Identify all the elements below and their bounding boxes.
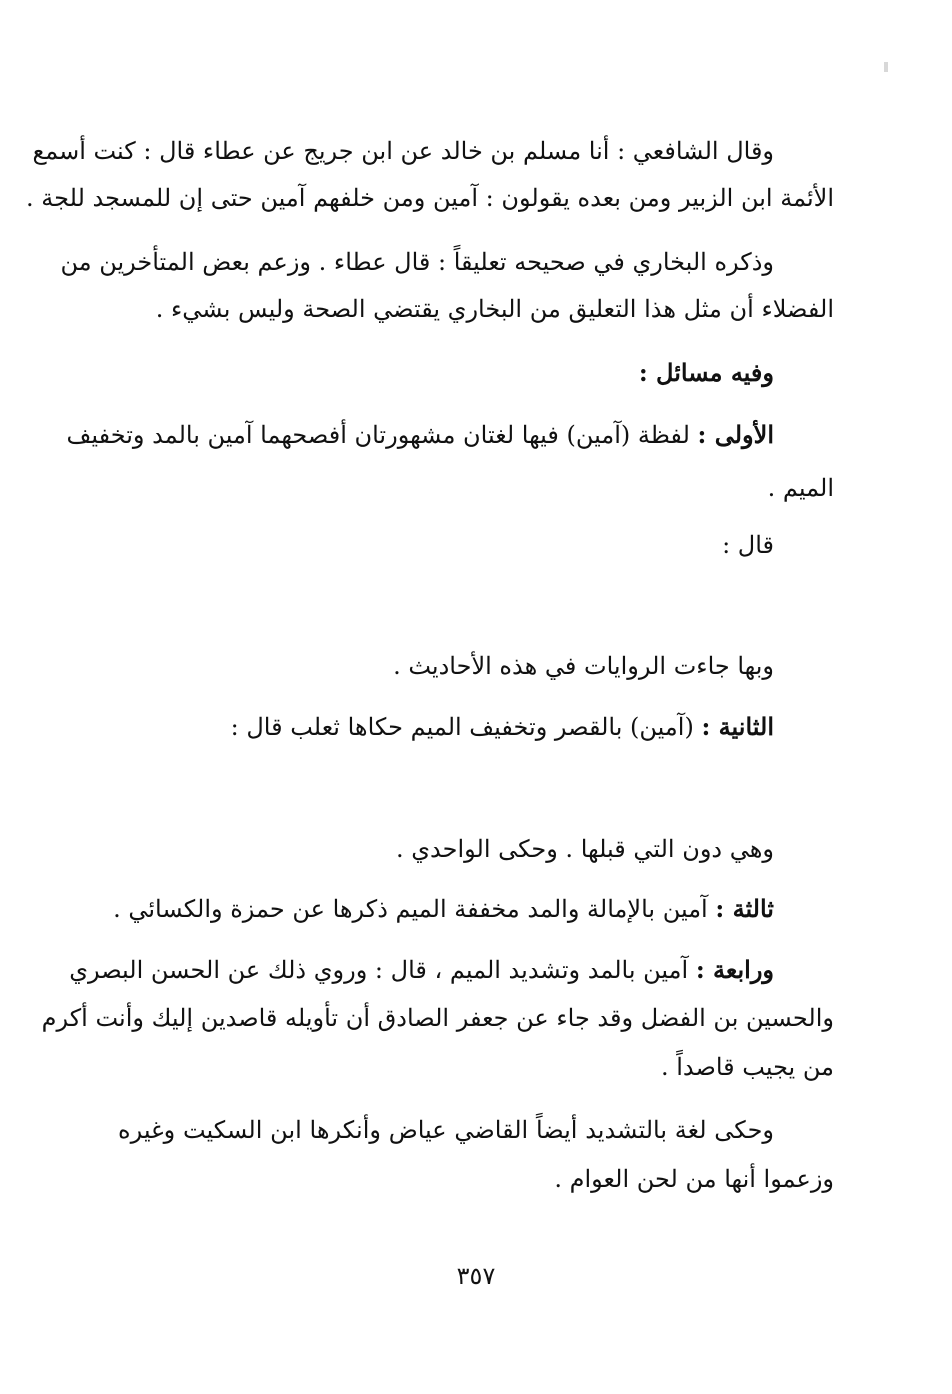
paragraph-third-issue	[113, 892, 774, 926]
paragraph-fourth-issue-line-1	[69, 953, 774, 987]
paragraph-fourth-issue-line-3: من يجيب قاصداً .	[660, 1053, 834, 1081]
paragraph-first-issue-line-2: الميم .	[767, 474, 834, 502]
issue-text-second: (آمين) بالقصر وتخفيف الميم حكاها ثعلب قال :	[230, 713, 702, 741]
issue-text-third: آمين بالإمالة والمد مخففة الميم ذكرها عن حمزة والكسائي .	[113, 895, 716, 923]
paragraph-shadda-line-2: وزعموا أنها من لحن العوام .	[554, 1165, 834, 1193]
paragraph-2-line-2: الفضلاء أن مثل هذا التعليق من البخاري يقتضي الصحة وليس بشيء .	[155, 295, 834, 323]
section-heading: وفيه مسائل :	[638, 358, 774, 387]
issue-text-fourth: آمين بالمد وتشديد الميم ، قال : وروي ذلك عن الحسن البصري	[69, 956, 696, 984]
paragraph-shadda-line-1: وحكى لغة بالتشديد أيضاً القاضي عياض وأنكرها ابن السكيت وغيره	[118, 1116, 774, 1144]
issue-text-first: لفظة (آمين) فيها لغتان مشهورتان أفصحهما آمين بالمد وتخفيف	[66, 421, 698, 449]
paragraph-1-line-1: وقال الشافعي : أنا مسلم بن خالد عن ابن جريج عن عطاء قال : كنت أسمع	[32, 137, 774, 165]
paragraph-1-line-2: الأئمة ابن الزبير ومن بعده يقولون : آمين ومن خلفهم آمين حتى إن للمسجد للجة .	[26, 184, 834, 212]
paragraph-first-issue-line-1	[66, 418, 774, 452]
issue-label-fourth: ورابعة :	[695, 955, 774, 984]
issue-label-third: ثالثة :	[715, 894, 774, 923]
paragraph-2-line-1: وذكره البخاري في صحيحه تعليقاً : قال عطاء . وزعم بعض المتأخرين من	[60, 248, 774, 276]
paragraph-second-issue	[118, 710, 774, 744]
paragraph-narrations: وبها جاءت الروايات في هذه الأحاديث .	[393, 652, 774, 680]
issue-label-first: الأولى :	[697, 420, 774, 449]
paragraph-fourth-issue-line-2: والحسين بن الفضل وقد جاء عن جعفر الصادق أن تأويله قاصدين إليك وأنت أكرم	[41, 1004, 834, 1032]
page-number: ٣٥٧	[456, 1262, 496, 1290]
issue-label-second: الثانية :	[701, 712, 774, 741]
scan-mark	[884, 62, 888, 72]
quote-intro: قال :	[722, 531, 774, 559]
paragraph-lesser: وهي دون التي قبلها . وحكى الواحدي .	[395, 835, 774, 863]
